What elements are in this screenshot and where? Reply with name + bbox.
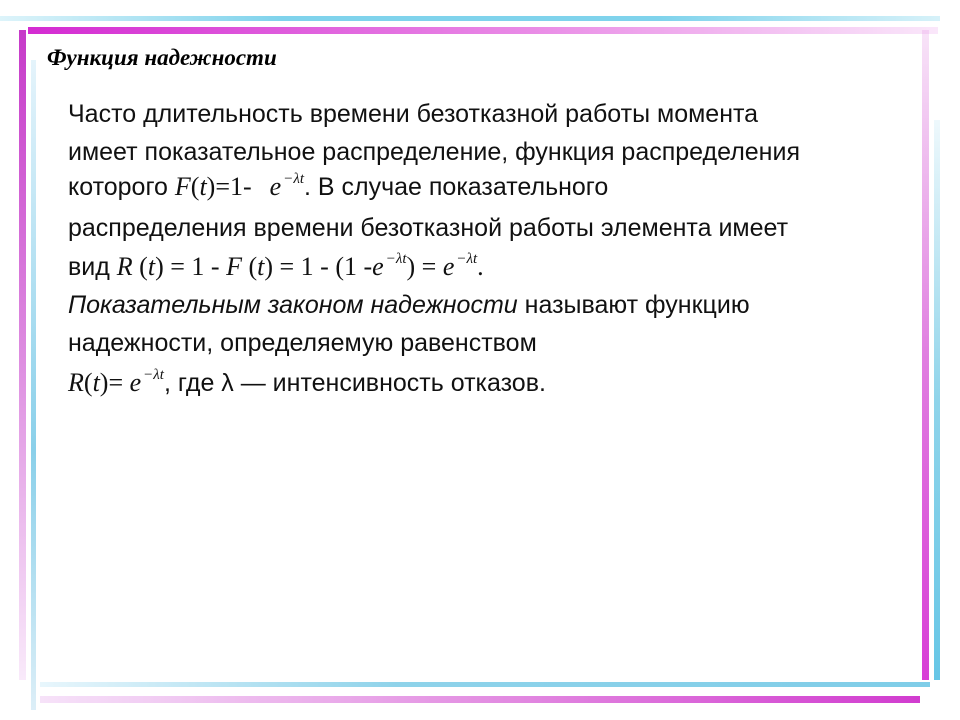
formula-F: F	[174, 172, 191, 201]
text-line-3-post: . В случае показательного	[304, 173, 609, 201]
text-line-3-pre: которого	[68, 173, 175, 201]
frame-left-magenta	[19, 30, 26, 680]
frame-right-magenta	[922, 30, 929, 680]
formula-end: .	[477, 252, 484, 281]
formula-part-1: (	[132, 252, 148, 281]
slide-title: Функция надежности	[47, 45, 277, 70]
text-line-6	[68, 291, 750, 320]
frame-top-magenta	[28, 27, 938, 34]
frame-top-cyan	[0, 16, 940, 21]
formula-exponent: −λt	[143, 367, 164, 383]
formula-F: F	[226, 252, 242, 281]
formula-eq: )=	[99, 368, 130, 397]
formula-exponent: −λt	[283, 171, 304, 187]
formula-t: t	[199, 172, 207, 201]
formula-e: e	[129, 368, 142, 397]
text-line-1: Часто длительность времени безотказной работы момента	[68, 100, 759, 128]
text-line-4: распределения времени безотказной работы элемента имеет	[68, 214, 789, 242]
formula-e: e	[442, 252, 455, 281]
frame-bottom-cyan	[40, 682, 930, 687]
frame-bottom-magenta	[40, 696, 920, 703]
text-line-3	[68, 172, 608, 202]
defined-term: Показательным законом надежности	[68, 291, 518, 319]
formula-part-4: ) = 1 - (1 -	[264, 252, 373, 281]
formula-paren: (	[83, 368, 93, 397]
formula-t: t	[147, 252, 156, 281]
frame-left-cyan	[31, 60, 36, 710]
formula-paren: (	[190, 172, 200, 201]
formula-e: e	[269, 172, 282, 201]
text-line-5	[68, 252, 484, 282]
text-line-7: надежности, определяемую равенством	[68, 329, 537, 357]
formula-part-2: ) = 1 -	[155, 252, 227, 281]
text-line-5-pre: вид	[68, 253, 117, 281]
formula-t: t	[257, 252, 265, 281]
formula-exponent: −λt	[456, 251, 478, 267]
formula-R: R	[68, 368, 84, 397]
frame-right-cyan	[934, 120, 940, 680]
formula-t: t	[92, 368, 100, 397]
formula-exponent: −λt	[385, 251, 407, 267]
formula-e: e	[372, 252, 384, 281]
text-line-8-post: , где λ — интенсивность отказов.	[163, 369, 546, 397]
formula-part-3: (	[241, 252, 258, 281]
formula-R: R	[116, 252, 133, 281]
text-line-6-rest: называют функцию	[517, 291, 750, 319]
formula-eq: )=1-	[206, 172, 252, 201]
text-line-8	[68, 368, 546, 398]
formula-part-5: ) =	[406, 252, 443, 281]
text-line-2: имеет показательное распределение, функция распределения	[68, 138, 800, 166]
